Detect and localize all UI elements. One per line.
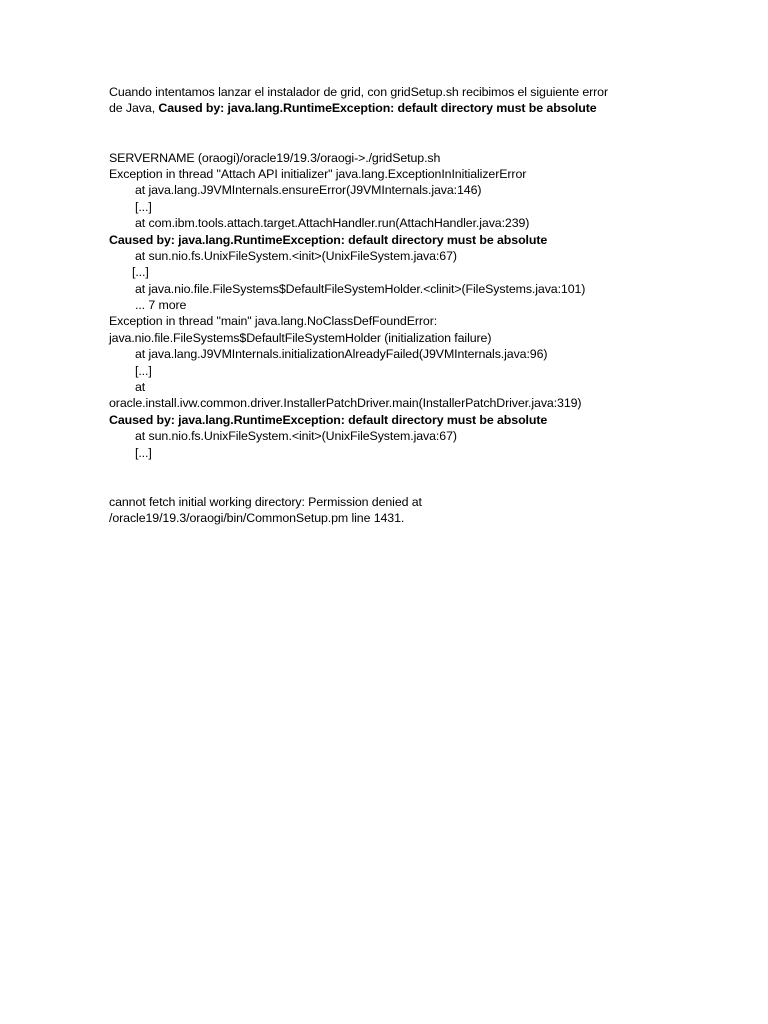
intro-line-2 xyxy=(109,100,749,116)
log-line-command: SERVERNAME (oraogi)/oracle19/19.3/oraogi->./gridSetup.sh xyxy=(109,150,441,165)
log-line-stack: at java.nio.file.FileSystems$DefaultFileSystemHolder.<clinit>(FileSystems.java:101) xyxy=(135,281,586,296)
log-line-ellipsis: [...] xyxy=(132,265,149,280)
log-line-stack: at sun.nio.fs.UnixFileSystem.<init>(UnixFileSystem.java:67) xyxy=(135,429,457,444)
intro-line-1: Cuando intentamos lanzar el instalador de grid, con gridSetup.sh recibimos el siguiente error xyxy=(109,85,608,99)
log-line-exception: Exception in thread "main" java.lang.NoClassDefFoundError: xyxy=(109,314,438,329)
log-line-stack: at xyxy=(135,380,146,395)
log-line-caused-by: Caused by: java.lang.RuntimeException: default directory must be absolute xyxy=(109,412,548,427)
log-line-stack: at sun.nio.fs.UnixFileSystem.<init>(UnixFileSystem.java:67) xyxy=(135,248,457,263)
error-log xyxy=(109,150,749,461)
paragraph-gap xyxy=(109,461,749,494)
paragraph-gap xyxy=(109,117,749,150)
log-line-stack-cont: oracle.install.ivw.common.driver.InstallerPatchDriver.main(InstallerPatchDriver.java:319) xyxy=(109,396,582,411)
log-line-more: ... 7 more xyxy=(135,298,187,313)
log-line-exception-cont: java.nio.file.FileSystems$DefaultFileSystemHolder (initialization failure) xyxy=(109,330,492,345)
intro-error-bold: Caused by: java.lang.RuntimeException: default directory must be absolute xyxy=(158,101,597,116)
footer-line-2: /oracle19/19.3/oraogi/bin/CommonSetup.pm line 1431. xyxy=(109,511,405,526)
log-line-stack: at java.lang.J9VMInternals.initializationAlreadyFailed(J9VMInternals.java:96) xyxy=(135,347,548,362)
log-line-stack: at com.ibm.tools.attach.target.AttachHandler.run(AttachHandler.java:239) xyxy=(135,216,530,231)
log-line-stack: at java.lang.J9VMInternals.ensureError(J9VMInternals.java:146) xyxy=(135,183,482,198)
log-line-ellipsis: [...] xyxy=(135,445,152,460)
log-line-caused-by: Caused by: java.lang.RuntimeException: default directory must be absolute xyxy=(109,232,548,247)
log-line-ellipsis: [...] xyxy=(135,363,152,378)
document-page xyxy=(109,84,749,527)
footer-line-1: cannot fetch initial working directory: Permission denied at xyxy=(109,494,422,509)
log-line-exception: Exception in thread "Attach API initializer" java.lang.ExceptionInInitializerError xyxy=(109,166,527,181)
log-line-ellipsis: [...] xyxy=(135,199,152,214)
intro-plain-text: de Java, xyxy=(109,101,159,116)
